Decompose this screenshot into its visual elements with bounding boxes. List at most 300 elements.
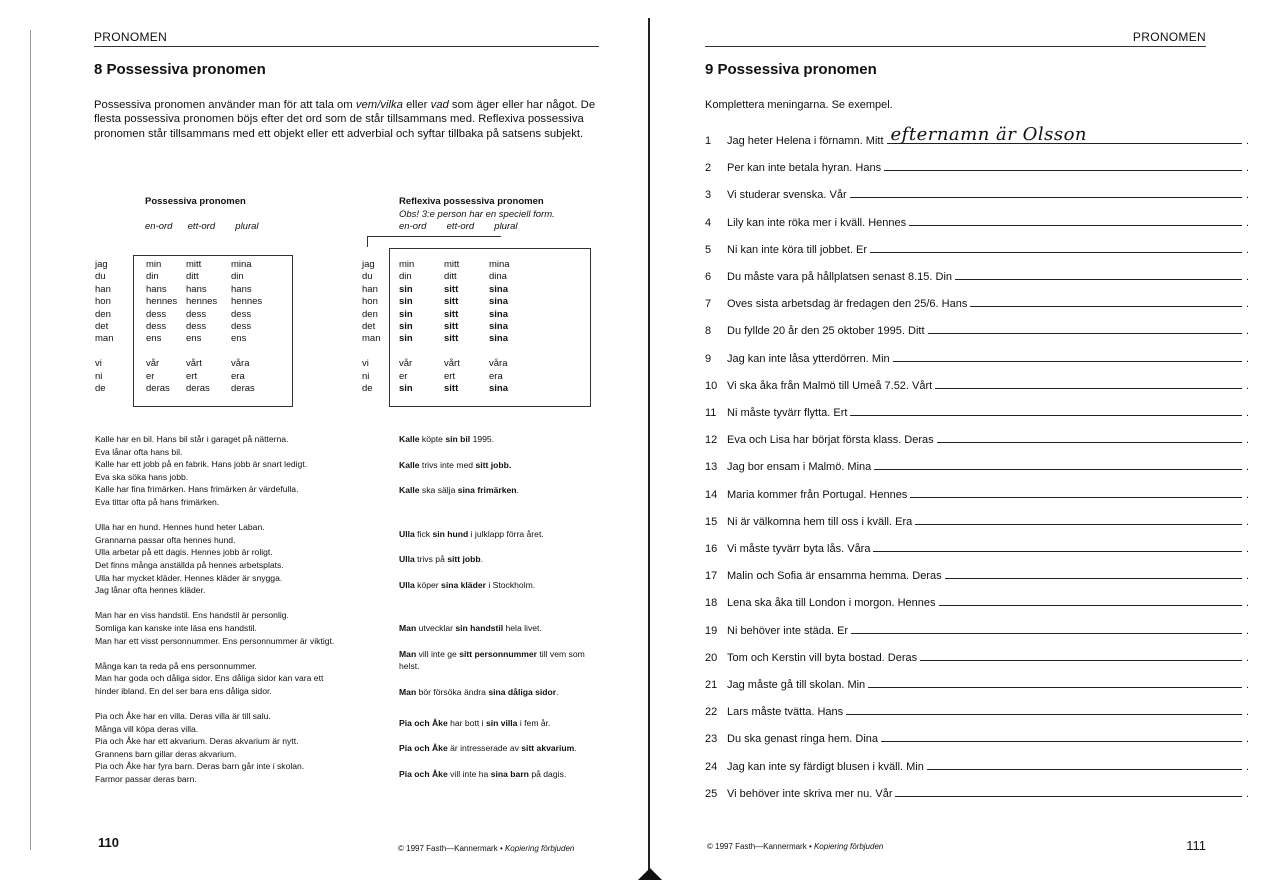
person-label: den bbox=[362, 308, 378, 320]
example-object: sina barn bbox=[490, 768, 529, 779]
exercise-number: 4 bbox=[705, 216, 712, 229]
exercise-number: 9 bbox=[705, 352, 712, 365]
table-cell: ert bbox=[186, 370, 198, 382]
example-group-left bbox=[95, 609, 385, 697]
example-group-left bbox=[95, 521, 385, 597]
header-rule bbox=[94, 46, 599, 47]
table-cell: ens bbox=[146, 333, 162, 345]
answer-line[interactable] bbox=[850, 196, 1242, 198]
possessive-table-heading: Possessiva pronomen en-ord ett-ord plural bbox=[145, 196, 259, 232]
person-label: det bbox=[95, 320, 109, 332]
table-cell: våra bbox=[489, 358, 508, 370]
person-label: vi bbox=[362, 358, 369, 370]
table-row bbox=[146, 259, 281, 271]
table-cell: vårt bbox=[444, 358, 460, 370]
exercise-prompt: Jag bor ensam i Malmö. Mina bbox=[727, 461, 872, 474]
example-object: sin hund bbox=[432, 528, 469, 539]
table-cell: ditt bbox=[186, 271, 199, 283]
exercise-item bbox=[705, 453, 1250, 473]
example-object: sina dåliga sidor bbox=[488, 686, 557, 697]
example-object: sitt jobb. bbox=[475, 459, 512, 470]
period: . bbox=[1246, 461, 1250, 474]
table-row bbox=[399, 296, 534, 308]
table-row bbox=[146, 358, 281, 370]
exercise-prompt: Du måste vara på hållplatsen senast 8.15. Din bbox=[727, 271, 953, 283]
table-cell: våra bbox=[231, 358, 250, 370]
period: . bbox=[1246, 162, 1250, 175]
period: . bbox=[1246, 189, 1250, 202]
exercise-number: 21 bbox=[705, 679, 718, 691]
example-rest: hela livet. bbox=[503, 623, 542, 633]
exercise-item bbox=[705, 181, 1250, 201]
example-rest: i Stockholm. bbox=[485, 579, 536, 590]
table-cell: dess bbox=[231, 320, 252, 332]
example-group-left bbox=[95, 710, 385, 786]
answer-line[interactable] bbox=[850, 414, 1242, 416]
copyright-line: © 1997 Fasth—Kannermark • Kopiering förbjuden bbox=[398, 844, 575, 853]
reflexive-example bbox=[399, 579, 599, 592]
table-cell: sitt bbox=[444, 382, 459, 394]
example-line: Det finns många anställda på hennes arbetsplats. bbox=[95, 559, 284, 570]
table-cell: deras bbox=[146, 382, 170, 394]
exercise-item bbox=[705, 644, 1250, 664]
exercise-number: 6 bbox=[705, 271, 712, 283]
answer-line[interactable] bbox=[910, 496, 1242, 498]
person-label: du bbox=[95, 271, 106, 283]
page-edge bbox=[30, 30, 31, 850]
answer-line[interactable] bbox=[873, 550, 1242, 552]
exercise-number: 15 bbox=[705, 515, 718, 528]
exercise-prompt: Per kan inte betala hyran. Hans bbox=[727, 162, 882, 175]
table-cell: era bbox=[489, 370, 503, 382]
example-rest: i julklapp förra året. bbox=[468, 528, 544, 539]
table-row bbox=[399, 358, 534, 370]
person-label: man bbox=[362, 333, 381, 345]
exercise-item bbox=[705, 263, 1250, 283]
reflexive-example bbox=[399, 768, 599, 781]
answer-line[interactable] bbox=[909, 224, 1242, 226]
examples-left-column bbox=[95, 433, 385, 798]
answer-line[interactable] bbox=[870, 251, 1242, 253]
example-object: sina kläder bbox=[441, 579, 486, 590]
period: . bbox=[1246, 760, 1250, 773]
person-label: de bbox=[362, 382, 373, 394]
person-label: hon bbox=[362, 296, 378, 308]
table-cell: sina bbox=[489, 283, 509, 295]
answer-line[interactable] bbox=[927, 768, 1242, 770]
table-cell: sina bbox=[489, 320, 509, 332]
table-cell: ditt bbox=[444, 271, 457, 283]
exercise-item bbox=[705, 508, 1250, 528]
table-cell: sitt bbox=[444, 308, 459, 320]
example-rest: . bbox=[516, 485, 519, 496]
reflexive-example bbox=[399, 686, 599, 699]
example-verb: trivs på bbox=[414, 554, 448, 565]
answer-line[interactable] bbox=[868, 686, 1242, 688]
table-row bbox=[146, 383, 281, 395]
period: . bbox=[1246, 733, 1250, 746]
reflexive-example bbox=[399, 553, 599, 566]
table-row bbox=[146, 271, 281, 283]
table-cell: dina bbox=[489, 271, 507, 283]
period: . bbox=[1246, 352, 1250, 365]
example-group-right bbox=[399, 622, 599, 717]
example-subject: Pia och Åke bbox=[399, 717, 448, 728]
intro-paragraph: Possessiva pronomen använder man för att tala om vem/vilka eller vad som äger eller har något. De flesta possessiva pronomen böjs efter det ord som de står tillsammans med. Reflexiva possessiva pronomen står tillsammans med ett objekt eller ett adverbial och syftar tillbaka på satsens subjekt. bbox=[94, 99, 596, 140]
exercise-prompt: Ni måste tyvärr flytta. Ert bbox=[727, 407, 848, 419]
reflexive-example bbox=[399, 648, 599, 673]
period: . bbox=[1246, 135, 1250, 147]
period: . bbox=[1246, 624, 1250, 637]
exercise-number: 16 bbox=[705, 543, 718, 555]
table-cell: sina bbox=[489, 382, 509, 394]
exercise-prompt: Oves sista arbetsdag är fredagen den 25/6. Hans bbox=[727, 298, 968, 311]
page-number: 110 bbox=[98, 835, 119, 850]
period: . bbox=[1246, 298, 1250, 311]
period: . bbox=[1246, 379, 1250, 392]
example-line: Pia och Åke har en villa. Deras villa är till salu. bbox=[95, 711, 271, 722]
running-header: PRONOMEN bbox=[1132, 30, 1206, 44]
exercise-prompt: Maria kommer från Portugal. Hennes bbox=[727, 488, 908, 501]
table-cell: vår bbox=[146, 358, 160, 370]
running-header: PRONOMEN bbox=[94, 30, 168, 44]
table-row bbox=[146, 321, 281, 333]
answer-line[interactable] bbox=[935, 387, 1242, 389]
table-cell: sin bbox=[399, 320, 413, 332]
example-line: Pia och Åke har ett akvarium. Deras akvarium är nytt. bbox=[95, 736, 299, 747]
period: . bbox=[1246, 706, 1250, 719]
example-verb: trivs inte med bbox=[419, 459, 476, 470]
header-rule bbox=[705, 46, 1206, 47]
exercise-item bbox=[705, 345, 1250, 365]
example-rest: 1995. bbox=[470, 434, 495, 444]
exercise-number: 23 bbox=[705, 733, 718, 746]
example-object: sin handstil bbox=[455, 623, 504, 633]
exercise-prompt: Jag måste gå till skolan. Min bbox=[727, 679, 866, 691]
reflexive-example bbox=[399, 484, 599, 497]
answer-line[interactable] bbox=[970, 305, 1242, 307]
example-subject: Pia och Åke bbox=[399, 743, 448, 754]
exercise-prompt: Jag kan inte sy färdigt blusen i kväll. Min bbox=[727, 760, 924, 773]
example-line: Många kan ta reda på ens personnummer. bbox=[95, 660, 257, 671]
period: . bbox=[1246, 787, 1250, 800]
exercise-prompt: Lena ska åka till London i morgon. Hennes bbox=[727, 597, 936, 610]
table-cell: sina bbox=[489, 333, 509, 345]
table-row bbox=[146, 296, 281, 308]
table-cell: din bbox=[399, 271, 412, 283]
possessive-table bbox=[146, 259, 281, 395]
exercise-number: 5 bbox=[705, 243, 712, 256]
table-cell: hans bbox=[146, 283, 167, 295]
copyright-line: © 1997 Fasth—Kannermark • Kopiering förbjuden bbox=[707, 842, 884, 851]
exercise-prompt: Lars måste tvätta. Hans bbox=[727, 706, 844, 719]
example-rest: i fem år. bbox=[517, 717, 551, 728]
exercise-number: 10 bbox=[705, 379, 718, 392]
table-row bbox=[146, 333, 281, 345]
person-label: jag bbox=[95, 259, 108, 270]
book-gutter bbox=[648, 18, 650, 876]
exercise-number: 2 bbox=[705, 162, 712, 175]
section-title: 9 Possessiva pronomen bbox=[705, 61, 877, 78]
example-subject: Pia och Åke bbox=[399, 768, 448, 779]
example-line: Grannens barn gillar deras akvarium. bbox=[95, 748, 237, 759]
example-line bbox=[95, 647, 385, 660]
person-label: du bbox=[362, 271, 373, 283]
page-left bbox=[0, 0, 630, 894]
table-cell: sitt bbox=[444, 283, 459, 295]
table-cell: deras bbox=[231, 382, 255, 394]
table-cell: sina bbox=[489, 308, 509, 320]
table-cell: mitt bbox=[186, 259, 202, 270]
table-cell: vårt bbox=[186, 358, 202, 370]
exercise-prompt: Du ska genast ringa hem. Dina bbox=[727, 733, 879, 746]
exercise-number: 24 bbox=[705, 760, 718, 773]
exercise-item bbox=[705, 698, 1250, 718]
example-line: Kalle har ett jobb på en fabrik. Hans jobb är snart ledigt. bbox=[95, 459, 308, 470]
exercise-prompt: Ni kan inte köra till jobbet. Er bbox=[727, 243, 868, 256]
answer-line[interactable] bbox=[920, 659, 1242, 661]
exercise-prompt: Jag kan inte låsa ytterdörren. Min bbox=[727, 352, 890, 365]
exercise-number: 3 bbox=[705, 189, 712, 202]
page-number: 111 bbox=[1186, 838, 1206, 853]
period: . bbox=[1246, 325, 1250, 338]
example-subject: Ulla bbox=[399, 554, 415, 565]
period: . bbox=[1246, 434, 1250, 447]
answer-line[interactable] bbox=[895, 795, 1242, 797]
example-line: Många vill köpa deras villa. bbox=[95, 723, 199, 734]
reflexive-example bbox=[399, 622, 599, 635]
period: . bbox=[1246, 570, 1250, 583]
table-cell: hennes bbox=[146, 296, 178, 308]
exercise-number: 1 bbox=[705, 135, 712, 147]
example-object: sina frimärken bbox=[457, 485, 517, 496]
example-rest: . bbox=[480, 554, 484, 565]
example-verb: vill inte ge bbox=[416, 648, 460, 659]
person-label: ni bbox=[95, 370, 103, 382]
table-cell: dess bbox=[146, 308, 167, 320]
table-cell: er bbox=[146, 370, 155, 382]
example-subject: Kalle bbox=[399, 434, 420, 444]
exercise-item bbox=[705, 317, 1250, 337]
table-cell: mitt bbox=[444, 259, 460, 270]
table-row bbox=[146, 284, 281, 296]
example-line: Pia och Åke har fyra barn. Deras barn går inte i skolan. bbox=[95, 761, 305, 772]
exercise-item bbox=[705, 753, 1250, 773]
exercise-number: 18 bbox=[705, 597, 718, 610]
example-subject: Man bbox=[399, 686, 417, 697]
exercise-prompt: Tom och Kerstin vill byta bostad. Deras bbox=[727, 651, 918, 664]
example-verb: bör försöka ändra bbox=[416, 686, 489, 697]
period: . bbox=[1246, 679, 1250, 691]
example-group-left bbox=[95, 433, 385, 509]
exercise-item bbox=[705, 780, 1250, 800]
answer-line[interactable] bbox=[915, 523, 1242, 525]
table-cell: ens bbox=[231, 333, 247, 345]
exercise-number: 8 bbox=[705, 325, 712, 338]
exercise-prompt: Vi ska åka från Malmö till Umeå 7.52. Vårt bbox=[727, 379, 933, 392]
example-line: Man har ett visst personnummer. Ens personnummer är viktigt. bbox=[95, 635, 335, 646]
example-line: Ulla arbetar på ett dagis. Hennes jobb är roligt. bbox=[95, 547, 273, 558]
answer-line[interactable] bbox=[881, 740, 1242, 742]
answer-line[interactable] bbox=[937, 441, 1242, 443]
example-subject: Man bbox=[399, 648, 417, 659]
example-subject: Ulla bbox=[399, 528, 415, 539]
instruction: Komplettera meningarna. Se exempel. bbox=[705, 99, 893, 111]
table-cell: sin bbox=[399, 296, 413, 308]
exercise-prompt: Ni är välkomna hem till oss i kväll. Era bbox=[727, 515, 913, 528]
table-cell: sin bbox=[399, 382, 413, 394]
exercise-number: 22 bbox=[705, 706, 718, 719]
table-cell: hennes bbox=[231, 296, 263, 308]
table-cell: sin bbox=[399, 283, 413, 295]
table-row bbox=[399, 259, 534, 271]
reflexive-example bbox=[399, 742, 599, 755]
example-subject: Ulla bbox=[399, 579, 415, 590]
section-title: 8 Possessiva pronomen bbox=[94, 61, 266, 78]
table-cell: din bbox=[231, 271, 244, 283]
period: . bbox=[1246, 651, 1250, 664]
table-cell: min bbox=[399, 259, 415, 270]
answer-line[interactable] bbox=[893, 360, 1242, 362]
reflexive-example bbox=[399, 717, 599, 730]
example-subject: Kalle bbox=[399, 459, 420, 470]
example-rest: på dagis. bbox=[528, 768, 567, 779]
handwritten-answer: efternamn är Olsson bbox=[890, 124, 1088, 145]
example-line: Eva tittar ofta på hans frimärken. bbox=[95, 496, 220, 507]
reflexive-table bbox=[399, 259, 534, 395]
example-rest: . bbox=[574, 743, 577, 754]
period: . bbox=[1246, 543, 1250, 555]
example-verb: vill inte ha bbox=[447, 768, 491, 779]
answer-line[interactable] bbox=[939, 604, 1242, 606]
period: . bbox=[1246, 216, 1250, 229]
exercise-item bbox=[705, 372, 1250, 392]
exercise-item bbox=[705, 725, 1250, 745]
table-cell: min bbox=[146, 259, 162, 270]
table-row bbox=[399, 383, 534, 395]
person-label: det bbox=[362, 320, 376, 332]
example-object: sin bil bbox=[445, 434, 471, 444]
answer-line[interactable] bbox=[851, 632, 1242, 634]
exercise-item bbox=[705, 671, 1250, 691]
example-line: Ulla har mycket kläder. Hennes kläder är snygga. bbox=[95, 572, 283, 583]
example-line: Grannarna passar ofta hennes hund. bbox=[95, 534, 236, 545]
table-row bbox=[399, 371, 534, 383]
table-cell: er bbox=[399, 370, 408, 382]
answer-line[interactable] bbox=[874, 468, 1242, 470]
exercise-number: 11 bbox=[705, 407, 717, 419]
example-line: Kalle har fina frimärken. Hans frimärken är värdefulla. bbox=[95, 484, 299, 495]
example-line: Jag lånar ofta hennes kläder. bbox=[95, 585, 206, 596]
table-cell: din bbox=[146, 271, 159, 283]
table-row bbox=[399, 271, 534, 283]
answer-line[interactable] bbox=[928, 332, 1242, 334]
answer-line[interactable] bbox=[846, 713, 1242, 715]
table-cell: hans bbox=[231, 283, 252, 295]
exercise-number: 17 bbox=[705, 570, 718, 583]
table-row bbox=[399, 309, 534, 321]
exercise-prompt: Vi måste tyvärr byta lås. Våra bbox=[727, 543, 871, 555]
exercise-number: 12 bbox=[705, 434, 718, 447]
table-row bbox=[146, 309, 281, 321]
exercise-item bbox=[705, 124, 1250, 147]
person-label: hon bbox=[95, 296, 111, 308]
table-cell: sitt bbox=[444, 333, 459, 345]
possessive-persons bbox=[95, 259, 113, 395]
example-subject: Man bbox=[399, 623, 417, 633]
reflexive-table-heading: Reflexiva possessiva pronomen Obs! 3:e person har en speciell form. en-ord ett-ord plural bbox=[399, 196, 555, 232]
example-line: Ulla har en hund. Hennes hund heter Laban. bbox=[95, 522, 265, 533]
reflexive-persons bbox=[362, 259, 380, 395]
example-verb: köper bbox=[414, 579, 442, 590]
exercise-number: 19 bbox=[705, 624, 718, 637]
example-verb: är intresserade av bbox=[447, 743, 522, 754]
exercise-prompt: Jag heter Helena i förnamn. Mitt bbox=[727, 135, 884, 147]
exercise-item bbox=[705, 617, 1250, 637]
answer-line[interactable] bbox=[884, 169, 1242, 171]
example-object: sitt jobb bbox=[447, 554, 481, 565]
table-cell: dess bbox=[231, 308, 252, 320]
example-line: Eva lånar ofta hans bil. bbox=[95, 446, 183, 457]
answer-line[interactable] bbox=[945, 577, 1242, 579]
example-group-right bbox=[399, 433, 599, 528]
exercise-item bbox=[705, 209, 1250, 229]
reference-arrow bbox=[367, 236, 501, 247]
person-label: han bbox=[95, 283, 111, 295]
example-object: sin villa bbox=[485, 717, 518, 728]
answer-line[interactable] bbox=[887, 124, 1242, 145]
table-cell: mina bbox=[231, 259, 252, 270]
table-cell: sin bbox=[399, 333, 413, 345]
example-line: Somliga kan kanske inte läsa ens handstil. bbox=[95, 622, 257, 633]
exercise-item bbox=[705, 589, 1250, 609]
page-right bbox=[655, 0, 1262, 894]
table-cell: deras bbox=[186, 382, 210, 394]
example-verb: har bott i bbox=[447, 717, 486, 728]
example-rest: . bbox=[556, 686, 559, 697]
person-label: de bbox=[95, 382, 106, 394]
examples-right-column bbox=[399, 433, 599, 792]
example-line: Man har en viss handstil. Ens handstil är personlig. bbox=[95, 610, 289, 621]
table-cell: vår bbox=[399, 358, 413, 370]
table-cell: hans bbox=[186, 283, 207, 295]
table-row bbox=[146, 371, 281, 383]
period: . bbox=[1246, 243, 1250, 256]
exercise-number: 7 bbox=[705, 298, 712, 311]
period: . bbox=[1246, 488, 1250, 501]
answer-line[interactable] bbox=[955, 278, 1242, 280]
reflexive-example bbox=[399, 459, 599, 472]
period: . bbox=[1246, 597, 1250, 610]
table-cell: hennes bbox=[186, 296, 218, 308]
table-cell: dess bbox=[186, 320, 207, 332]
example-rest: till vem som helst. bbox=[399, 648, 585, 672]
exercise-item bbox=[705, 535, 1250, 555]
person-label: vi bbox=[95, 358, 102, 370]
table-cell: dess bbox=[186, 308, 207, 320]
example-subject: Kalle bbox=[399, 485, 420, 496]
example-object: sitt personnummer bbox=[459, 648, 538, 659]
person-label: han bbox=[362, 283, 378, 295]
table-cell: ens bbox=[186, 333, 202, 345]
period: . bbox=[1246, 407, 1250, 419]
exercise-number: 13 bbox=[705, 461, 718, 474]
exercise-item bbox=[705, 562, 1250, 582]
example-line: Man har goda och dåliga sidor. Ens dåliga sidor kan vara ett bbox=[95, 673, 324, 684]
exercise-number: 14 bbox=[705, 488, 718, 501]
example-group-right bbox=[399, 528, 599, 623]
exercise-prompt: Vi behöver inte skriva mer nu. Vår bbox=[727, 787, 893, 800]
